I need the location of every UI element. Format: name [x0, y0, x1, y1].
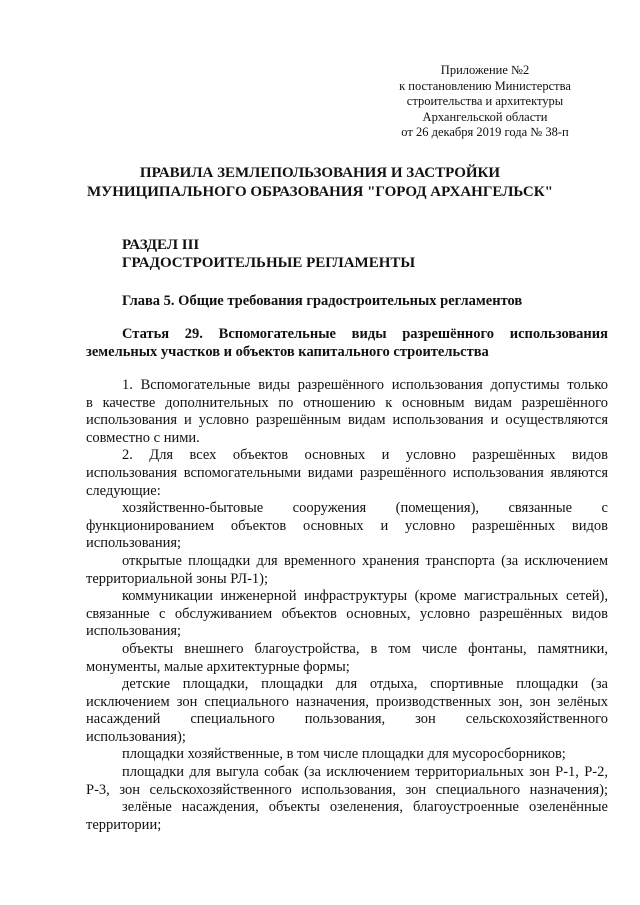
body-line: Р-3, зон сельскохозяйственного использования, зон специального назначения); — [86, 781, 608, 798]
article-heading — [86, 326, 608, 361]
chapter-heading: Глава 5. Общие требования градостроительных регламентов — [122, 293, 523, 309]
body-line: функционированием объектов основных и условно разрешённых видов — [86, 517, 608, 534]
body-line: хозяйственно-бытовые сооружения (помещения), связанные с — [122, 500, 608, 517]
body-line: использования и условно разрешённым видам использования и осуществляются — [86, 412, 608, 429]
section-heading — [122, 236, 415, 272]
body-line: исключением зон специального назначения, производственных зон, зон зелёных — [86, 693, 608, 710]
appendix-line: к постановлению Министерства — [399, 78, 571, 93]
article-body — [86, 377, 608, 834]
body-line: объекты внешнего благоустройства, в том числе фонтаны, памятники, — [122, 640, 608, 657]
body-line: монументы, малые архитектурные формы; — [86, 658, 350, 675]
section-name: ГРАДОСТРОИТЕЛЬНЫЕ РЕГЛАМЕНТЫ — [122, 255, 416, 271]
body-line: территории; — [86, 816, 162, 833]
body-line: территориальной зоны РЛ-1); — [86, 570, 269, 587]
body-line: площадки хозяйственные, в том числе площадки для мусоросборников; — [122, 746, 566, 763]
body-line: 1. Вспомогательные виды разрешённого использования допустимы только — [122, 377, 608, 393]
body-line: следующие: — [86, 482, 161, 499]
document-title — [60, 164, 580, 202]
document-title-line: ПРАВИЛА ЗЕМЛЕПОЛЬЗОВАНИЯ И ЗАСТРОЙКИ — [139, 165, 501, 181]
section-number: РАЗДЕЛ III — [122, 237, 200, 253]
body-line: детские площадки, площадки для отдыха, спортивные площадки (за — [122, 676, 608, 693]
appendix-line: Архангельской области — [422, 109, 548, 124]
body-line: использования; — [86, 535, 182, 552]
appendix-line: от 26 декабря 2019 года № 38-п — [401, 125, 569, 139]
body-line: использования вспомогательными видами разрешённого использования являются — [86, 464, 608, 481]
body-line: открытые площадки для временного хранения транспорта (за исключением — [122, 552, 608, 569]
body-line: зелёные насаждения, объекты озеленения, благоустроенные озеленённые — [122, 799, 608, 816]
body-line: связанные с обслуживанием объектов основных, условно разрешённых видов — [86, 605, 608, 622]
body-line: использования); — [86, 728, 186, 745]
body-line: насаждений специального пользования, зон сельскохозяйственного — [86, 711, 608, 728]
body-line: совместно с ними. — [86, 429, 200, 446]
appendix-note — [380, 63, 590, 141]
body-line: использования; — [86, 623, 182, 640]
body-line: 2. Для всех объектов основных и условно разрешённых видов — [122, 447, 608, 464]
body-line: площадки для выгула собак (за исключением территориальных зон Р-1, Р-2, — [122, 764, 608, 781]
article-heading-line: Статья 29. Вспомогательные виды разрешённого использования — [122, 326, 608, 342]
appendix-line: Приложение №2 — [440, 63, 530, 77]
appendix-line: строительства и архитектуры — [406, 94, 564, 108]
article-heading-line: земельных участков и объектов капитального строительства — [86, 343, 489, 360]
body-line: коммуникации инженерной инфраструктуры (кроме магистральных сетей), — [122, 588, 608, 605]
document-title-line: МУНИЦИПАЛЬНОГО ОБРАЗОВАНИЯ "ГОРОД АРХАНГЕЛЬСК" — [87, 184, 553, 200]
body-line: в качестве дополнительных по отношению к основным видам разрешённого — [86, 394, 608, 411]
